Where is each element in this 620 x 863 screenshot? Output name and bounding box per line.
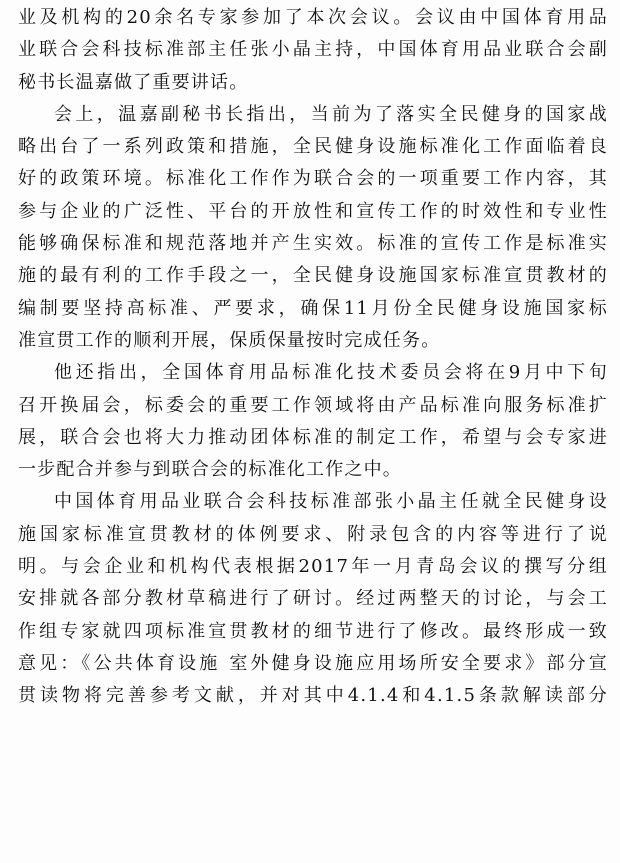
text-line: 作组专家就四项标准宣贯教材的细节进行了修改。最终形成一致: [18, 620, 608, 642]
text-line: 好的政策环境。标准化工作作为联合会的一项重要工作内容，其: [18, 168, 608, 190]
paragraph-first-line: 他还指出，全国体育用品标准化技术委员会将在9月中下旬: [54, 362, 608, 384]
text-line: 安排就各部分教材草稿进行了研讨。经过两整天的讨论，与会工: [18, 588, 608, 610]
text-line: 展，联合会也将大力推动团体标准的制定工作，希望与会专家进: [18, 426, 608, 448]
text-line: 秘书长温嘉做了重要讲话。: [18, 71, 249, 93]
text-line: 意见：《公共体育设施 室外健身设施应用场所安全要求》部分宣: [18, 652, 608, 674]
text-line: 施国家标准宣贯教材的体例要求、附录包含的内容等进行了说: [18, 523, 608, 545]
text-line: 准宣贯工作的顺利开展，保质保量按时完成任务。: [18, 329, 441, 351]
text-line: 召开换届会，标委会的重要工作领域将由产品标准向服务标准扩: [18, 394, 608, 416]
text-line: 一步配合并参与到联合会的标准化工作之中。: [18, 459, 402, 481]
text-line: 略出台了一系列政策和措施，全民健身设施标准化工作面临着良: [18, 136, 608, 158]
text-line: 能够确保标准和规范落地并产生实效。标准的宣传工作是标准实: [18, 233, 608, 255]
text-line: 参与企业的广泛性、平台的开放性和宣传工作的时效性和专业性: [18, 200, 608, 222]
article-body: [18, 2, 608, 713]
text-line: 业联合会科技标准部主任张小晶主持，中国体育用品业联合会副: [18, 39, 608, 61]
paragraph-first-line: 中国体育用品业联合会科技标准部张小晶主任就全民健身设: [54, 491, 608, 513]
text-line: 业及机构的20余名专家参加了本次会议。会议由中国体育用品: [18, 7, 608, 28]
paragraph-first-line: 会上，温嘉副秘书长指出，当前为了落实全民健身的国家战: [54, 103, 608, 125]
text-line: 贯读物将完善参考文献，并对其中4.1.4和4.1.5条款解读部分: [18, 685, 608, 707]
text-line: 编制要坚持高标准、严要求，确保11月份全民健身设施国家标: [18, 297, 608, 319]
text-line: 施的最有利的工作手段之一，全民健身设施国家标准宣贯教材的: [18, 265, 608, 287]
text-line: 明。与会企业和机构代表根据2017年一月青岛会议的撰写分组: [18, 556, 608, 578]
